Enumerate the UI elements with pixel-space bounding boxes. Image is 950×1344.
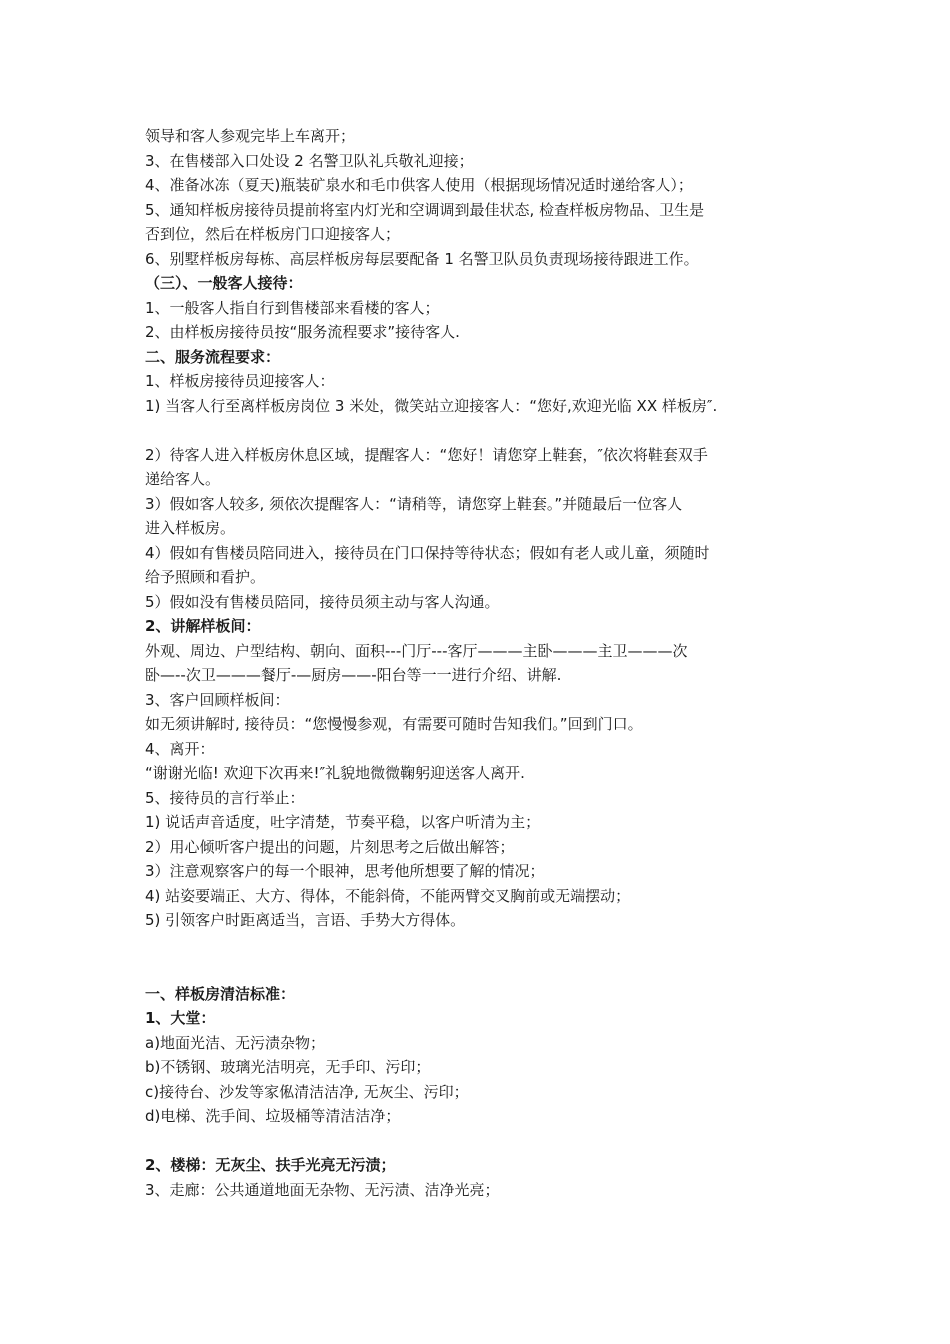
blank-line	[145, 418, 815, 443]
text-line: d)电梯、洗手间、垃圾桶等清洁洁净；	[145, 1107, 401, 1125]
text-line: 4、离开：	[145, 739, 215, 758]
section-heading: 一、样板房清洁标准：	[145, 984, 296, 1003]
text-line: 1、样板房接待员迎接客人：	[145, 372, 335, 390]
text-line: 3、客户回顾样板间：	[145, 690, 290, 709]
section-heading: 二、服务流程要求：	[145, 347, 281, 366]
section-heading: 1、大堂：	[145, 1009, 216, 1027]
text-line: 4）假如有售楼员陪同进入，接待员在门口保持等待状态；假如有老人或儿童，须随时	[145, 543, 710, 562]
text-line: 进入样板房。	[145, 519, 236, 537]
text-line: 否到位，然后在样板房门口迎接客人；	[145, 225, 401, 243]
section-heading: 2、讲解样板间：	[145, 617, 261, 635]
text-line: a)地面光洁、无污渍杂物；	[145, 1033, 326, 1052]
text-line: 4、准备冰冻（夏天)瓶装矿泉水和毛巾供客人使用（根据现场情况适时递给客人）；	[145, 176, 693, 194]
text-line: 卧—--次卫———餐厅-—厨房——-阳台等一一进行介绍、讲解.	[145, 666, 562, 684]
text-line: 5、接待员的言行举止：	[145, 788, 305, 807]
text-line: 3、在售楼部入口处设 2 名警卫队礼兵敬礼迎接；	[145, 151, 474, 170]
text-line: 5、通知样板房接待员提前将室内灯光和空调调到最佳状态, 检查样板房物品、卫生是	[145, 200, 705, 219]
blank-line	[145, 1129, 815, 1154]
text-line: 3）假如客人较多, 须依次提醒客人：“请稍等，请您穿上鞋套。”并随最后一位客人	[145, 494, 683, 513]
text-line: 6、别墅样板房每栋、高层样板房每层要配备 1 名警卫队员负责现场接待跟进工作。	[145, 249, 699, 268]
text-line: 1、一般客人指自行到售楼部来看楼的客人；	[145, 298, 440, 317]
text-line: b)不锈钢、玻璃光洁明亮，无手印、污印；	[145, 1058, 431, 1076]
text-line: 1) 当客人行至离样板房岗位 3 米处，微笑站立迎接客人：“您好,欢迎光临 XX 样板房″.	[145, 396, 718, 415]
text-line: 3、走廊：公共通道地面无杂物、无污渍、洁净光亮；	[145, 1180, 500, 1199]
text-line: 外观、周边、户型结构、朝向、面积---门厅---客厅———主卧———主卫———次	[145, 641, 688, 660]
text-line: 5）假如没有售楼员陪同，接待员须主动与客人沟通。	[145, 592, 500, 611]
text-line: 2）用心倾听客户提出的问题，片刻思考之后做出解答；	[145, 837, 515, 856]
blank-line	[145, 933, 815, 982]
text-line: 1) 说话声音适度，吐字清楚，节奏平稳，以客户听清为主；	[145, 813, 541, 831]
document-page	[145, 124, 815, 1202]
text-line: 如无须讲解时, 接待员：“您慢慢参观，有需要可随时告知我们。”回到门口。	[145, 715, 643, 733]
section-heading: （三）、一般客人接待：	[145, 274, 303, 292]
text-line: “谢谢光临! 欢迎下次再来!″礼貌地微微鞠躬迎送客人离开.	[145, 764, 525, 782]
text-line: 3）注意观察客户的每一个眼神，思考他所想要了解的情况；	[145, 862, 545, 880]
text-line: c)接待台、沙发等家俬清洁洁净, 无灰尘、污印；	[145, 1082, 469, 1101]
text-line: 2、由样板房接待员按“服务流程要求”接待客人.	[145, 323, 460, 341]
section-heading: 2、楼梯：无灰尘、扶手光亮无污渍；	[145, 1156, 396, 1174]
text-line: 给予照顾和看护。	[145, 568, 266, 586]
text-line: 领导和客人参观完毕上车离开；	[145, 127, 356, 145]
text-line: 4) 站姿要端正、大方、得体，不能斜倚，不能两臂交叉胸前或无端摆动；	[145, 886, 631, 905]
text-line: 2）待客人进入样板房休息区域，提醒客人：“您好！请您穿上鞋套，″依次将鞋套双手	[145, 445, 708, 464]
text-line: 5) 引领客户时距离适当，言语、手势大方得体。	[145, 911, 466, 929]
text-line: 递给客人。	[145, 470, 221, 488]
